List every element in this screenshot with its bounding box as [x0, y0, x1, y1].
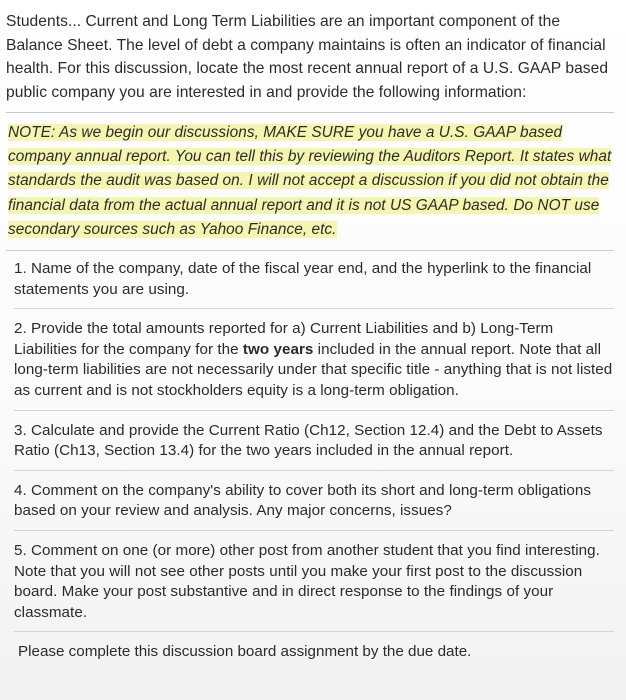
list-item-text: 3. Calculate and provide the Current Ratio (Ch12, Section 12.4) and the Debt to Assets Ratio (Ch13, Section 13.4) for the two years included in the annual report.: [14, 421, 603, 460]
list-item-text: 5. Comment on one (or more) other post from another student that you find interesting. Note that you will not see other posts until you make your first post to the discussion board. Make your post substantive and in direct response to the findings of your classmate.: [14, 541, 600, 621]
list-item-text: 1. Name of the company, date of the fiscal year end, and the hyperlink to the financial statements you are using.: [14, 260, 592, 298]
divider: [6, 112, 614, 113]
list-item-4: [6, 481, 614, 531]
divider: [14, 308, 614, 309]
list-item-5: [6, 541, 614, 632]
divider: [14, 631, 614, 632]
divider: [14, 530, 614, 531]
closing-text: Please complete this discussion board assignment by the due date.: [18, 643, 472, 661]
list-item-1: [6, 259, 614, 309]
intro-paragraph: Students... Current and Long Term Liabilities are an important component of the Balance Sheet. The level of debt a company maintains is often an indicator of financial health. For this discussion, locate the most recent annual report of a U.S. GAAP based public company you are interested in and provide the following information:: [6, 13, 609, 101]
list-item-text: included in the annual report. Note that all long-term liabilities are not necessarily under that specific title - anything that is not listed as current and is not stockholders equity is a long-term obligation.: [14, 340, 613, 399]
list-item-text: 2. Provide the total amounts reported for a) Current Liabilities and b) Long-Term Liabilities for the company for the: [14, 320, 554, 358]
list-item-3: [6, 421, 614, 471]
note-paragraph: [8, 121, 614, 242]
list-item-text: 4. Comment on the company's ability to cover both its short and long-term obligations based on your review and analysis. Any major concerns, issues?: [14, 481, 591, 520]
note-text: NOTE: As we begin our discussions, MAKE SURE you have a U.S. GAAP based company annual report. You can tell this by reviewing the Auditors Report. It states what standards the audit was based on. I will not accept a discussion if you did not obtain the financial data from the actual annual report and it is not US GAAP based. Do NOT use secondary sources such as Yahoo Finance, etc.: [8, 124, 612, 238]
divider: [14, 470, 614, 471]
divider: [14, 410, 614, 411]
list-item-bold-text: two years: [242, 340, 314, 358]
divider: [6, 250, 614, 251]
list-item-2: [6, 319, 614, 410]
